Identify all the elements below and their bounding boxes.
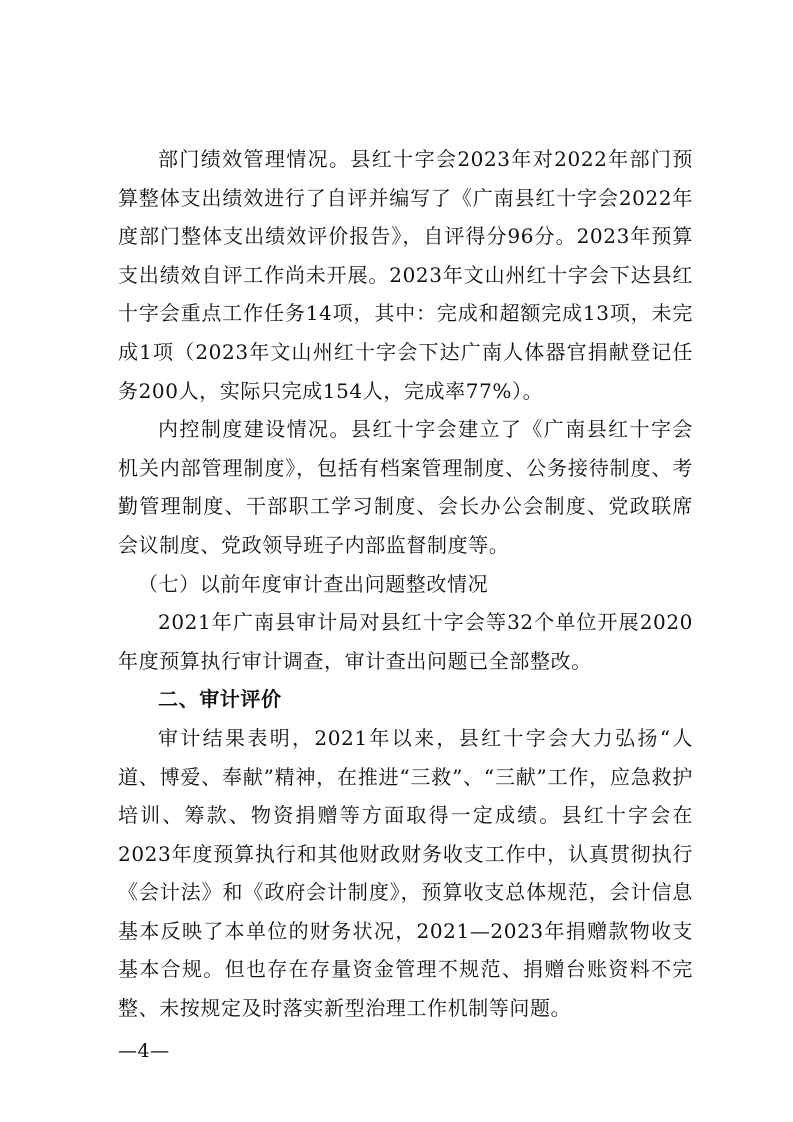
section-heading-audit-evaluation: 二、审计评价 xyxy=(158,687,282,712)
paragraph-audit-evaluation: 审计结果表明，2021年以来，县红十字会大力弘扬“人道、博爱、奉献”精神，在推进“三救”、“三献”工作，应急救护培训、筹款、物资捐赠等方面取得一定成绩。县红十字会在2023年度预算执行和其他财政财务收支工作中，认真贯彻执行《会计法》和《政府会计制度》，预算收支总体规范，会计信息基本反映了本单位的财务状况，2021—2023年捐赠款物收支基本合规。但也存在存量资金管理不规范、捐赠台账资料不完整、未按规定及时落实新型治理工作机制等问题。 xyxy=(118,725,693,1021)
paragraph-rectification: 2021年广南县审计局对县红十字会等32个单位开展2020年度预算执行审计调查，审计查出问题已全部整改。 xyxy=(118,610,693,673)
paragraph-performance-management: 部门绩效管理情况。县红十字会2023年对2022年部门预算整体支出绩效进行了自评并编写了《广南县红十字会2022年度部门整体支出绩效评价报告》，自评得分96分。2023年预算支出绩效自评工作尚未开展。2023年文山州红十字会下达县红十字会重点工作任务14项，其中：完成和超额完成13项，未完成1项（2023年文山州红十字会下达广南人体器官捐献登记任务200人，实际只完成154人，完成率77%）。 xyxy=(118,147,693,403)
document-body xyxy=(118,140,693,1028)
paragraph-internal-control: 内控制度建设情况。县红十字会建立了《广南县红十字会机关内部管理制度》，包括有档案管理制度、公务接待制度、考勤管理制度、干部职工学习制度、会长办公会制度、党政联席会议制度、党政领导班子内部监督制度等。 xyxy=(118,417,693,557)
section-heading-rectification: （七）以前年度审计查出问题整改情况 xyxy=(138,571,489,596)
page-number: —4— xyxy=(118,1040,170,1062)
